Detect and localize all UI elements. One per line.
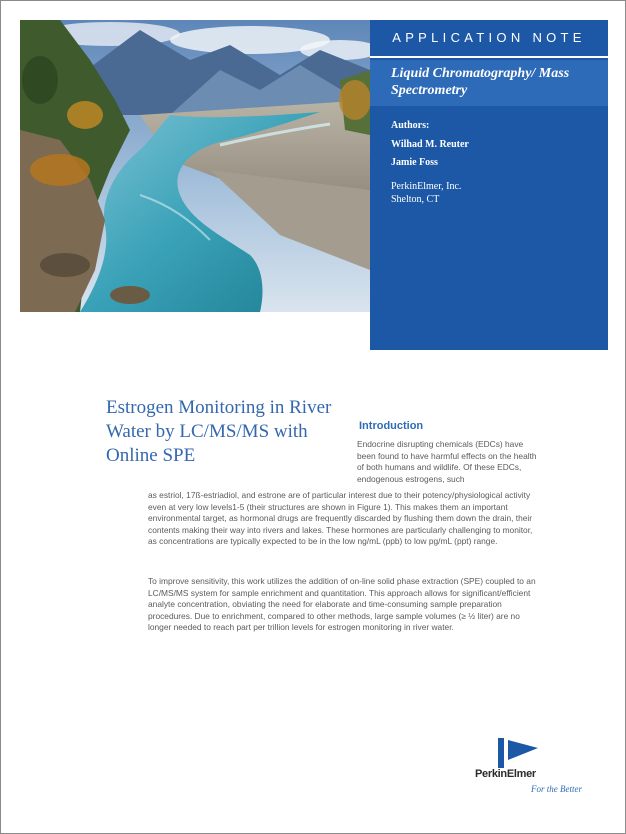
document-title: Estrogen Monitoring in River Water by LC/MS/MS with Online SPE [106,397,332,466]
company-logo-name: PerkinElmer [475,768,536,780]
category-label: Liquid Chromatography/ Mass Spectrometry [391,66,570,98]
author-name: Jamie Foss [391,157,438,168]
organization-name: PerkinElmer, Inc. [391,181,462,192]
introduction-heading: Introduction [359,420,424,432]
affiliation [391,180,461,206]
application-note-label: APPLICATION NOTE [392,30,586,45]
introduction-paragraph: To improve sensitivity, this work utilizes the addition of on-line solid phase extraction (SPE) coupled to an LC/MS/MS system for sample enrichment and quantitation. This approach allows for significant/efficient analyte concentration, obviating the need for elaborate and time-consuming sample preparation procedures. Due to enrichment, compared to other methods, large sample volumes (≥ ½ liter) are no longer needed to reach part per trillion levels for estrogen monitoring in river water. [148,576,536,633]
river-landscape-image [20,20,370,312]
introduction-paragraph: Endocrine disrupting chemicals (EDCs) have been found to have harmful effects on the health of both humans and wildlife. Of these EDCs, endogenous estrogens, such [357,439,537,484]
company-tagline: For the Better [531,784,582,794]
organization-location: Shelton, CT [391,194,440,205]
application-note-panel [370,20,608,350]
perkinelmer-logo-icon [494,736,542,768]
author-name: Wilhad M. Reuter [391,139,469,150]
cover-photo [20,20,370,312]
authors-label: Authors: [391,120,430,131]
panel-divider [370,56,608,58]
introduction-paragraph: as estriol, 17ß-estriadiol, and estrone are of particular interest due to their potency/physiological activity even at very low levels1-5 (their structures are shown in Figure 1). This makes them an important environmental target, as hormonal drugs are frequently discarded by flushing them down the drain, their contents making their way into rivers and lakes. These hormones are particularly challenging to monitor, as concentrations are typically expected to be in the low ng/mL (ppb) to low pg/mL (ppt) range. [148,490,533,547]
